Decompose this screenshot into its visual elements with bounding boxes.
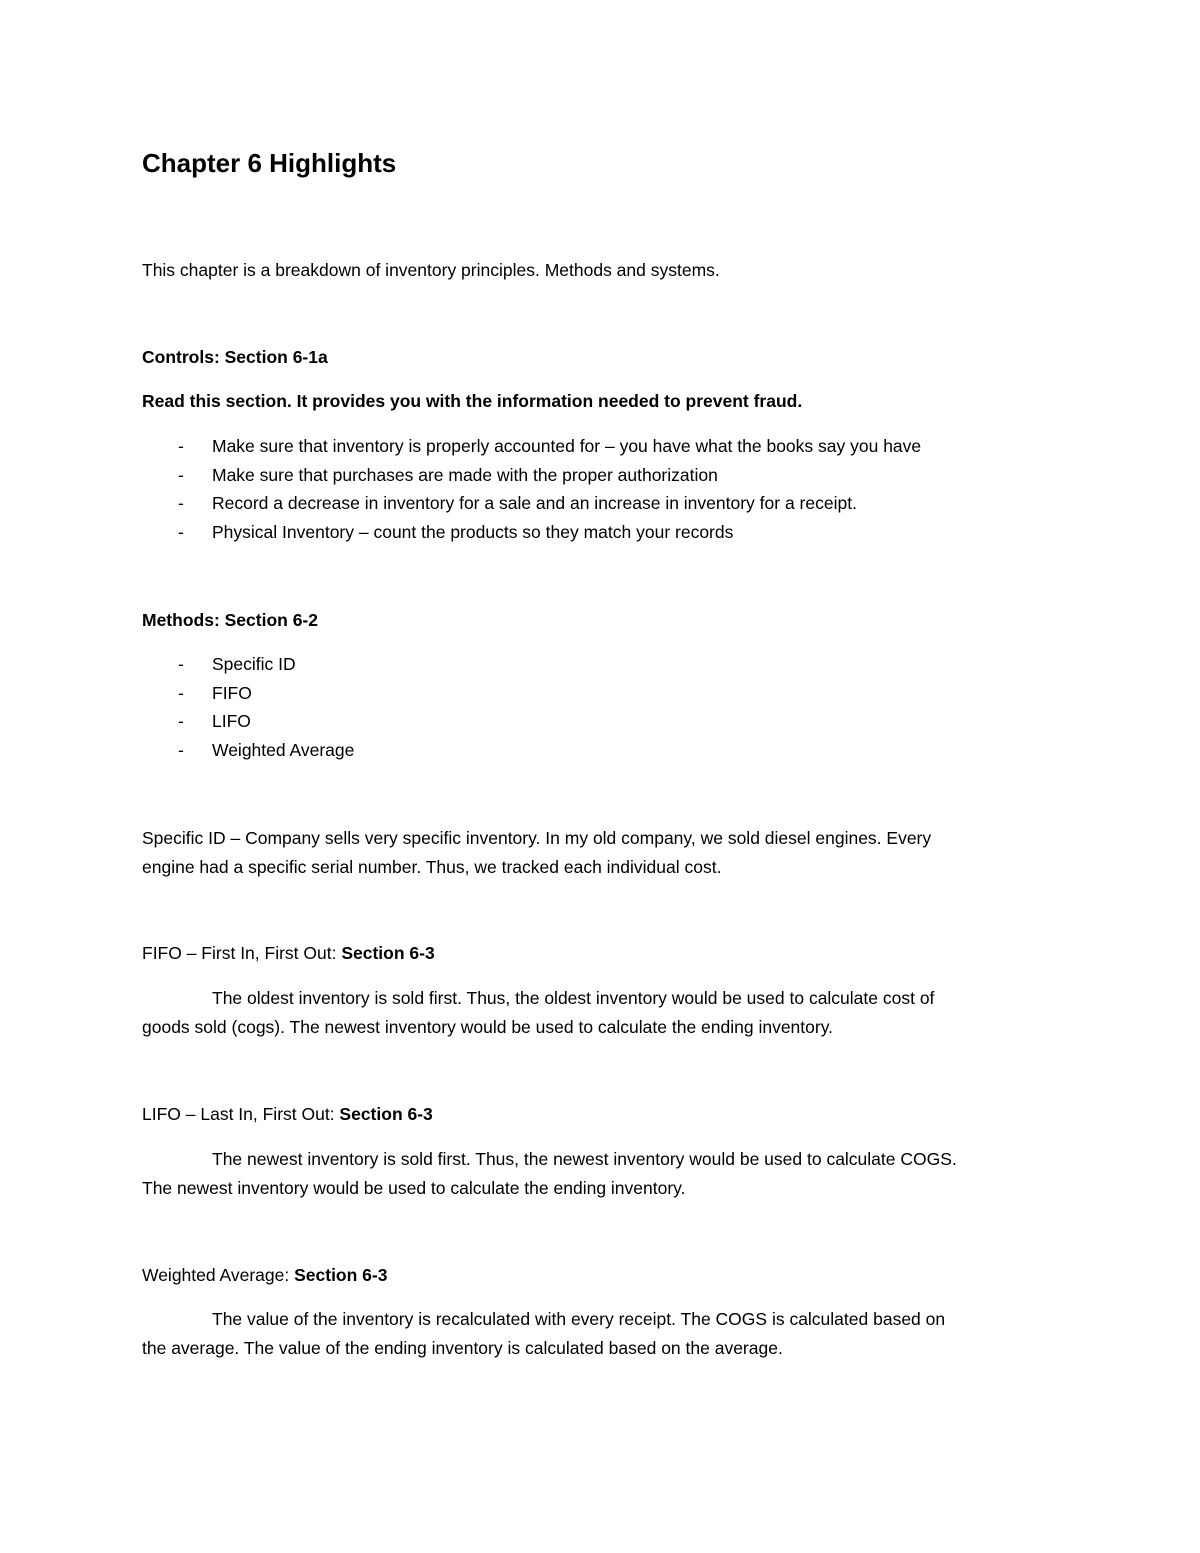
- fifo-paragraph: [142, 984, 1102, 1042]
- list-item: - FIFO: [142, 679, 1102, 708]
- weighted-line-2: the average. The value of the ending inventory is calculated based on the average.: [142, 1338, 783, 1358]
- lifo-heading: [142, 1100, 433, 1129]
- list-item: - Specific ID: [142, 650, 1102, 679]
- fifo-heading-text: FIFO – First In, First Out:: [142, 943, 342, 963]
- methods-list: [142, 650, 1102, 764]
- lifo-heading-text: LIFO – Last In, First Out:: [142, 1104, 340, 1124]
- fifo-line-2: goods sold (cogs). The newest inventory would be used to calculate the ending inventory.: [142, 1017, 834, 1037]
- controls-list: [142, 432, 1102, 546]
- page-title: Chapter 6 Highlights: [142, 148, 397, 178]
- lifo-heading-section: Section 6-3: [339, 1104, 433, 1124]
- list-item: - Make sure that inventory is properly accounted for – you have what the books say you have: [142, 432, 1102, 461]
- controls-note: Read this section. It provides you with the information needed to prevent fraud.: [142, 391, 803, 411]
- list-item: - Make sure that purchases are made with the proper authorization: [142, 461, 1102, 490]
- fifo-heading: [142, 939, 435, 968]
- weighted-line-1: The value of the inventory is recalculated with every receipt. The COGS is calculated based on: [212, 1309, 946, 1329]
- lifo-line-1: The newest inventory is sold first. Thus, the newest inventory would be used to calculate COGS.: [212, 1149, 957, 1169]
- lifo-line-2: The newest inventory would be used to calculate the ending inventory.: [142, 1178, 686, 1198]
- list-item: - Record a decrease in inventory for a sale and an increase in inventory for a receipt.: [142, 489, 1102, 518]
- weighted-paragraph: [142, 1305, 1102, 1363]
- weighted-heading-section: Section 6-3: [294, 1265, 388, 1285]
- list-item: - Physical Inventory – count the products so they match your records: [142, 518, 1102, 547]
- fifo-line-1: The oldest inventory is sold first. Thus, the oldest inventory would be used to calculate cost of: [212, 988, 935, 1008]
- intro-paragraph: This chapter is a breakdown of inventory principles. Methods and systems.: [142, 260, 720, 280]
- lifo-paragraph: [142, 1145, 1102, 1203]
- list-item: - Weighted Average: [142, 736, 1102, 765]
- weighted-heading-text: Weighted Average:: [142, 1265, 295, 1285]
- list-item: - LIFO: [142, 707, 1102, 736]
- fifo-heading-section: Section 6-3: [341, 943, 435, 963]
- specific-id-paragraph: [142, 824, 1102, 882]
- specific-id-line-2: engine had a specific serial number. Thus, we tracked each individual cost.: [142, 857, 722, 877]
- weighted-heading: [142, 1261, 387, 1290]
- methods-heading: Methods: Section 6-2: [142, 610, 318, 630]
- specific-id-line-1: Specific ID – Company sells very specific inventory. In my old company, we sold diesel engines. Every: [142, 828, 932, 848]
- controls-heading: Controls: Section 6-1a: [142, 347, 328, 367]
